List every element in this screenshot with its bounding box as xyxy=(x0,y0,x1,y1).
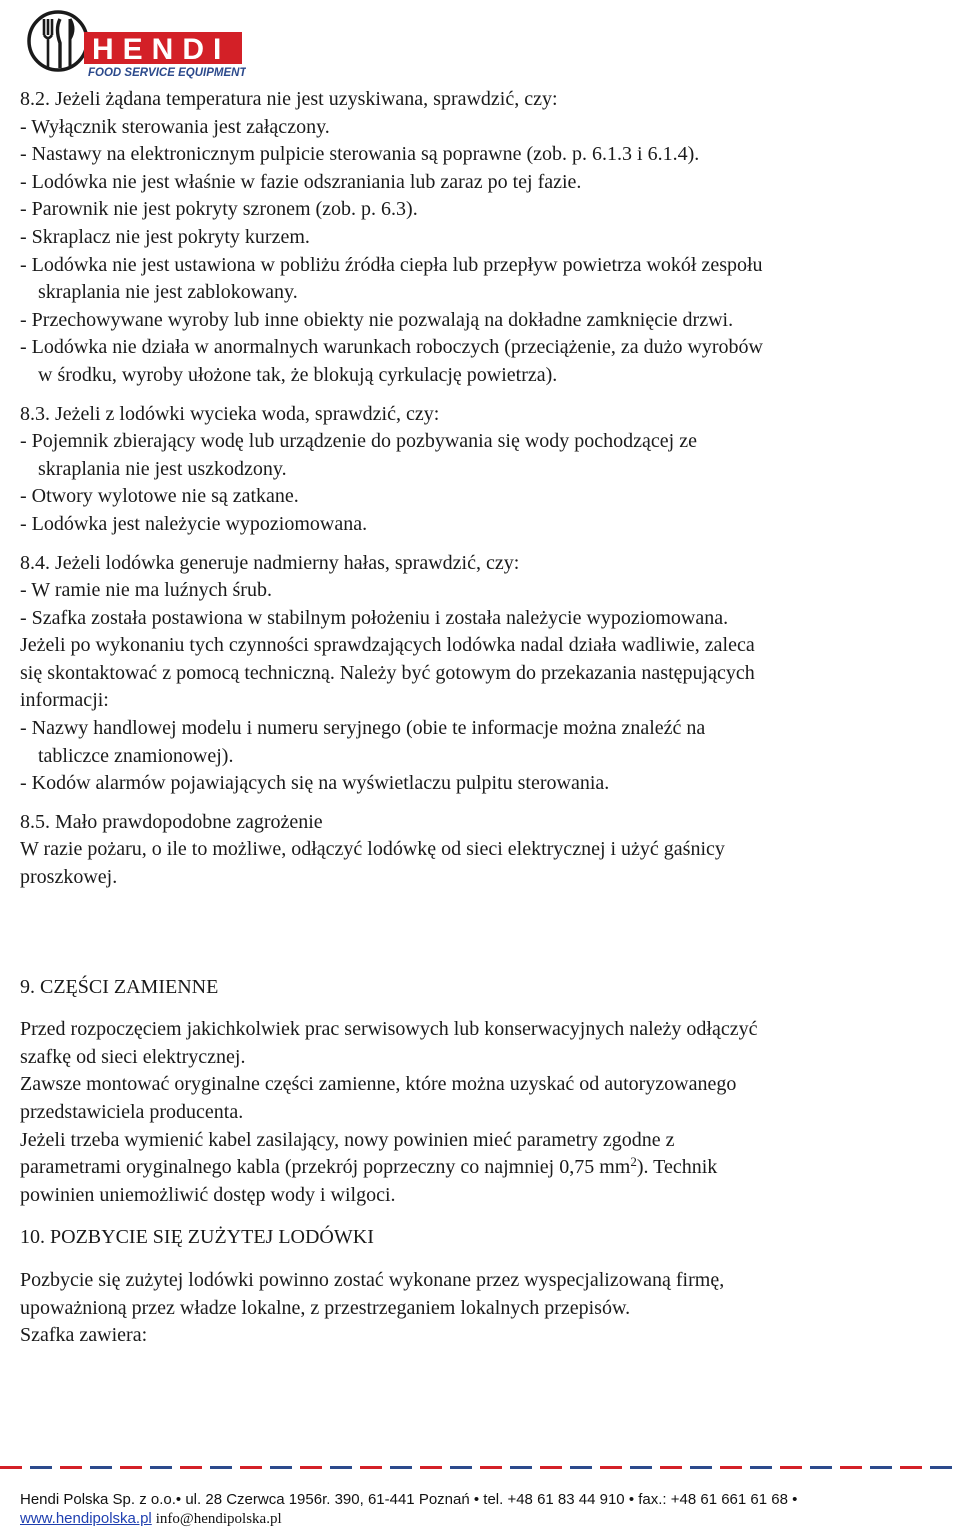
list-item: - Wyłącznik sterowania jest załączony. xyxy=(20,115,330,138)
paragraph-line: Jeżeli po wykonaniu tych czynności sprawdzających lodówka nadal działa wadliwie, zaleca xyxy=(20,634,755,657)
list-item: - Skraplacz nie jest pokryty kurzem. xyxy=(20,225,310,248)
section-8-4-heading: 8.4. Jeżeli lodówka generuje nadmierny hałas, sprawdzić, czy: xyxy=(20,551,520,574)
email-address: info@hendipolska.pl xyxy=(155,1511,282,1527)
section-8-5-heading: 8.5. Mało prawdopodobne zagrożenie xyxy=(20,810,323,833)
section-title: CZĘŚCI ZAMIENNE xyxy=(40,975,219,998)
logo-brand: HENDI xyxy=(92,33,231,66)
document-body xyxy=(20,86,940,1350)
paragraph-line: proszkowej. xyxy=(20,866,118,889)
paragraph-line: Przed rozpoczęciem jakichkolwiek prac serwisowych lub konserwacyjnych należy odłączyć xyxy=(20,1018,758,1041)
list-item-continued: tabliczce znamionowej). xyxy=(38,744,234,767)
footer-contacts xyxy=(20,1510,282,1528)
list-item: - Nastawy na elektronicznym pulpicie sterowania są poprawne (zob. p. 6.1.3 i 6.1.4). xyxy=(20,143,700,166)
list-item: - Parownik nie jest pokryty szronem (zob. p. 6.3). xyxy=(20,198,418,221)
section-number: 9. xyxy=(20,975,35,998)
paragraph-line: przedstawiciela producenta. xyxy=(20,1101,244,1123)
list-item: - Lodówka nie jest właśnie w fazie odszraniania lub zaraz po tej fazie. xyxy=(20,170,582,193)
hendi-logo xyxy=(22,5,246,79)
list-item: - Szafka została postawiona w stabilnym położeniu i została należycie wypoziomowana. xyxy=(20,606,729,629)
paragraph-line: informacji: xyxy=(20,689,109,712)
list-item-continued: w środku, wyroby ułożone tak, że blokują cyrkulację powietrza). xyxy=(38,363,558,386)
paragraph-line: Jeżeli trzeba wymienić kabel zasilający, nowy powinien mieć parametry zgodne z xyxy=(20,1128,675,1151)
paragraph-line: Pozbycie się zużytej lodówki powinno zostać wykonane przez wyspecjalizowaną firmę, xyxy=(20,1268,725,1291)
section-number: 10. xyxy=(20,1226,45,1249)
website-link[interactable]: www.hendipolska.pl xyxy=(20,1510,152,1527)
footer-divider xyxy=(0,1466,960,1469)
paragraph-line xyxy=(20,1154,940,1182)
list-item: - Lodówka nie jest ustawiona w pobliżu źródła ciepła lub przepływ powietrza wokół zespołu xyxy=(20,253,763,276)
text-run: parametrami oryginalnego kabla (przekrój poprzeczny co najmniej 0,75 mm xyxy=(20,1156,631,1179)
list-item: - Lodówka jest należycie wypoziomowana. xyxy=(20,512,368,535)
list-item: - Otwory wylotowe nie są zatkane. xyxy=(20,485,299,508)
section-8-3-heading: 8.3. Jeżeli z lodówki wycieka woda, sprawdzić, czy: xyxy=(20,402,440,425)
logo-tagline: FOOD SERVICE EQUIPMENT xyxy=(88,67,246,79)
list-item: - Lodówka nie działa w anormalnych warunkach roboczych (przeciążenie, za dużo wyrobów xyxy=(20,336,763,359)
section-8-2-heading: 8.2. Jeżeli żądana temperatura nie jest uzyskiwana, sprawdzić, czy: xyxy=(20,88,558,110)
section-10-heading xyxy=(20,1224,940,1252)
section-9-heading xyxy=(20,974,940,1002)
paragraph-line: W razie pożaru, o ile to możliwe, odłączyć lodówkę od sieci elektrycznej i użyć gaśnicy xyxy=(20,838,725,861)
superscript: 2 xyxy=(630,1154,637,1170)
list-item: - W ramie nie ma luźnych śrub. xyxy=(20,579,272,602)
list-item: - Przechowywane wyroby lub inne obiekty nie pozwalają na dokładne zamknięcie drzwi. xyxy=(20,308,734,331)
footer-address: Hendi Polska Sp. z o.o.• ul. 28 Czerwca 1956r. 390, 61-441 Poznań • tel. +48 61 83 44 910 • fax.: +48 61 661 61 68 • xyxy=(20,1491,798,1508)
list-item-continued: skraplania nie jest zablokowany. xyxy=(38,281,298,304)
list-item: - Kodów alarmów pojawiających się na wyświetlaczu pulpitu sterowania. xyxy=(20,772,610,795)
paragraph-line: powinien uniemożliwić dostęp wody i wilgoci. xyxy=(20,1183,396,1206)
section-title: POZBYCIE SIĘ ZUŻYTEJ LODÓWKI xyxy=(50,1226,374,1249)
list-item: - Pojemnik zbierający wodę lub urządzenie do pozbywania się wody pochodzącej ze xyxy=(20,430,697,453)
paragraph-line: Zawsze montować oryginalne części zamienne, które można uzyskać od autoryzowanego xyxy=(20,1073,737,1096)
paragraph-line: się skontaktować z pomocą techniczną. Należy być gotowym do przekazania następujących xyxy=(20,661,755,684)
list-item-continued: skraplania nie jest uszkodzony. xyxy=(38,457,287,480)
paragraph-line: szafkę od sieci elektrycznej. xyxy=(20,1045,246,1068)
list-item: - Nazwy handlowej modelu i numeru seryjnego (obie te informacje można znaleźć na xyxy=(20,717,706,740)
cutlery-icon xyxy=(29,12,87,70)
paragraph-line: Szafka zawiera: xyxy=(20,1324,148,1347)
paragraph-line: upoważnioną przez władze lokalne, z przestrzeganiem lokalnych przepisów. xyxy=(20,1296,631,1319)
text-run: ). Technik xyxy=(636,1156,718,1179)
